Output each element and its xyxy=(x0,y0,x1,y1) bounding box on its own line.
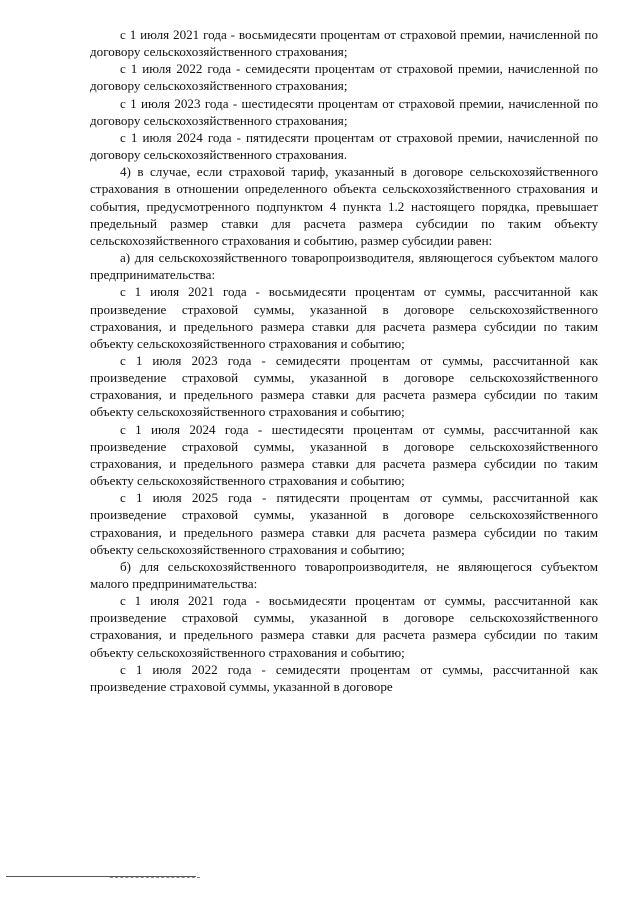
footer-rule-dashed xyxy=(110,877,200,878)
paragraph: с 1 июля 2025 года - пятидесяти процентам от суммы, рассчитанной как произведение страховой суммы, указанной в договоре сельскохозяйственного страхования, и предельного размера ставки для расчета размера субсидии по таким объекту сельскохозяйственного страхования и событию; xyxy=(90,490,598,557)
paragraph: с 1 июля 2021 года - восьмидесяти процентам от суммы, рассчитанной как произведение страховой суммы, указанной в договоре сельскохозяйственного страхования, и предельного размера ставки для расчета размера субсидии по таким объекту сельскохозяйственного страхования и событию; xyxy=(90,593,598,660)
paragraph: 4) в случае, если страховой тариф, указанный в договоре сельскохозяйственного страхования в отношении определенного объекта сельскохозяйственного страхования и события, предусмотренного подпунктом 4 пункта 1.2 настоящего порядка, превышает предельный размер ставки для расчета размера субсидии по таким объекту сельскохозяйственного страхования и событию, размер субсидии равен: xyxy=(90,164,598,248)
paragraph: с 1 июля 2022 года - семидесяти процентам от страховой премии, начисленной по договору сельскохозяйственного страхования; xyxy=(90,61,598,94)
paragraph: с 1 июля 2023 года - семидесяти процентам от суммы, рассчитанной как произведение страховой суммы, указанной в договоре сельскохозяйственного страхования, и предельного размера ставки для расчета размера субсидии по таким объекту сельскохозяйственного страхования и событию; xyxy=(90,352,598,420)
paragraph: с 1 июля 2024 года - пятидесяти процентам от страховой премии, начисленной по договору сельскохозяйственного страхования. xyxy=(90,129,598,163)
paragraph: с 1 июля 2023 года - шестидесяти процентам от страховой премии, начисленной по договору сельскохозяйственного страхования; xyxy=(90,95,598,128)
paragraph: с 1 июля 2021 года - восьмидесяти процентам от суммы, рассчитанной как произведение страховой суммы, указанной в договоре сельскохозяйственного страхования, и предельного размера ставки для расчета размера субсидии по таким объекту сельскохозяйственного страхования и событию; xyxy=(90,284,598,351)
paragraph: с 1 июля 2024 года - шестидесяти процентам от суммы, рассчитанной как произведение страховой суммы, указанной в договоре сельскохозяйственного страхования, и предельного размера ставки для расчета размера субсидии по таким объекту сельскохозяйственного страхования и событию; xyxy=(90,421,598,489)
paragraph: с 1 июля 2022 года - семидесяти процентам от суммы, рассчитанной как произведение страховой суммы, указанной в договоре xyxy=(90,661,598,694)
document-page xyxy=(90,26,598,695)
paragraph: с 1 июля 2021 года - восьмидесяти процентам от страховой премии, начисленной по договору сельскохозяйственного страхования; xyxy=(90,27,598,60)
paragraph: б) для сельскохозяйственного товаропроизводителя, не являющегося субъектом малого предпринимательства: xyxy=(90,558,598,591)
paragraph: а) для сельскохозяйственного товаропроизводителя, являющегося субъектом малого предпринимательства: xyxy=(90,250,598,283)
